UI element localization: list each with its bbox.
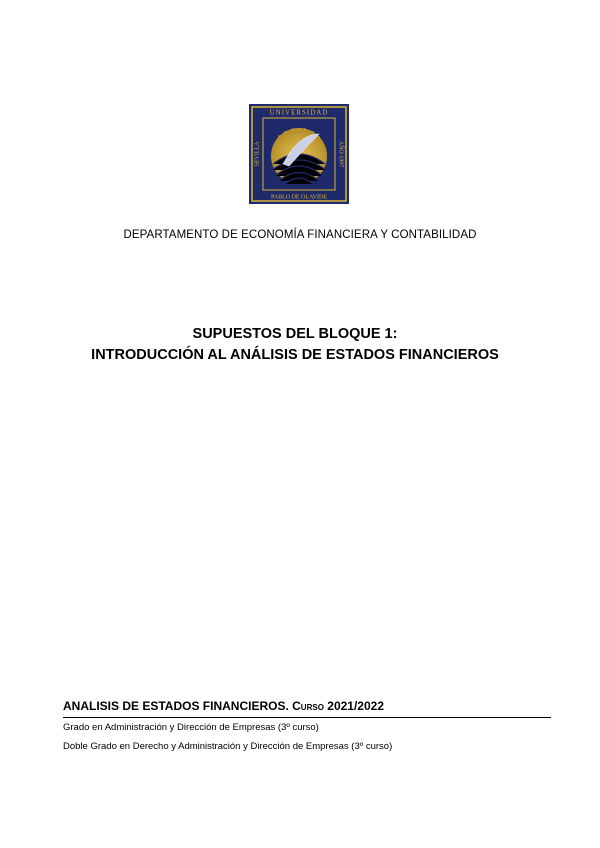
document-title-line-1: SUPUESTOS DEL BLOQUE 1: [192, 326, 398, 342]
document-title-line-2: INTRODUCCIÓN AL ANÁLISIS DE ESTADOS FINANCIEROS [91, 347, 499, 363]
curso-label: Curso [292, 699, 324, 713]
department-name: DEPARTAMENTO DE ECONOMÍA FINANCIERA Y CONTABILIDAD [123, 229, 477, 241]
footer-divider [63, 717, 551, 718]
university-logo [249, 104, 349, 204]
logo-right-text: AÑO 1997 [337, 140, 344, 168]
subject-name: ANALISIS DE ESTADOS FINANCIEROS. [63, 699, 289, 713]
logo-top-text: UNIVERSIDAD [269, 108, 329, 117]
logo-left-text: SEVILLA [254, 141, 261, 167]
course-heading [63, 699, 384, 713]
logo-bottom-text: PABLO DE OLAVIDE [270, 194, 328, 201]
degree-line-1: Grado en Administración y Dirección de Empresas (3º curso) [63, 722, 319, 733]
degree-line-2: Doble Grado en Derecho y Administración y Dirección de Empresas (3º curso) [63, 741, 393, 752]
curso-years: 2021/2022 [327, 699, 384, 713]
